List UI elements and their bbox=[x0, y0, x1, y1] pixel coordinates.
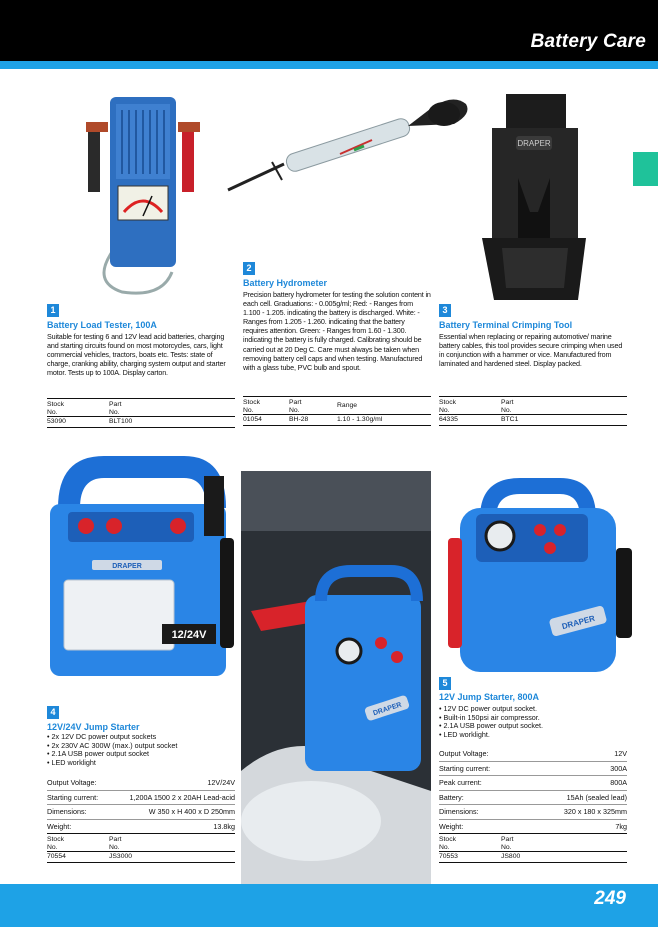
header-stripe bbox=[0, 61, 658, 69]
product-1-title: Battery Load Tester, 100A bbox=[47, 320, 157, 330]
section-tab[interactable] bbox=[633, 152, 658, 186]
spec-label: Weight: bbox=[47, 821, 72, 831]
feature-item: • 2.1A USB power output socket. bbox=[439, 722, 627, 731]
product-3-badge: 3 bbox=[439, 304, 451, 317]
spec-value: 12V bbox=[614, 749, 627, 758]
spec-label: Dimensions: bbox=[439, 807, 479, 816]
feature-item: • 2.1A USB power output socket bbox=[47, 750, 235, 759]
spec-label: Starting current: bbox=[439, 763, 491, 773]
product-5-title: 12V Jump Starter, 800A bbox=[439, 692, 540, 702]
spec-value: 13.8kg bbox=[213, 821, 235, 831]
product-1-stock-table bbox=[47, 398, 235, 428]
spec-row bbox=[47, 820, 235, 835]
spec-row bbox=[439, 820, 627, 835]
spec-label: Output Voltage: bbox=[439, 749, 489, 758]
spec-value: 15Ah (sealed lead) bbox=[566, 792, 627, 802]
stock-no-header: Stock No. bbox=[439, 397, 501, 415]
stock-no: 53090 bbox=[47, 417, 109, 428]
spec-value: W 350 x H 400 x D 250mm bbox=[148, 807, 235, 816]
spec-label: Dimensions: bbox=[47, 807, 87, 816]
part-no-header: Part No. bbox=[289, 397, 337, 415]
page-title: Battery Care bbox=[530, 31, 646, 52]
stock-no-header: Stock No. bbox=[439, 834, 501, 852]
product-5-stock-table bbox=[439, 833, 627, 863]
spec-row bbox=[439, 805, 627, 820]
spec-label: Starting current: bbox=[47, 792, 99, 802]
product-2-stock-table bbox=[243, 396, 431, 426]
product-2-badge: 2 bbox=[243, 262, 255, 275]
range-value: 1.10 - 1.30g/ml bbox=[337, 415, 431, 426]
product-5-specs bbox=[439, 747, 627, 834]
spec-label: Weight: bbox=[439, 821, 464, 831]
part-no-header: Part No. bbox=[109, 834, 235, 852]
photo-brand: DRAPER bbox=[372, 701, 403, 718]
spec-row bbox=[439, 791, 627, 806]
stock-no: 70553 bbox=[439, 852, 501, 863]
spec-value: 12V/24V bbox=[207, 778, 235, 787]
jump-starter-label: 12/24V bbox=[171, 629, 207, 641]
part-no: JS800 bbox=[501, 852, 627, 863]
part-no: BLT100 bbox=[109, 417, 235, 428]
feature-item: • 12V DC power output socket. bbox=[439, 705, 627, 714]
stock-no-header: Stock No. bbox=[47, 834, 109, 852]
product-4-features bbox=[47, 733, 235, 768]
feature-item: • LED worklight. bbox=[439, 731, 627, 740]
jump-starter-800a-brand: DRAPER bbox=[560, 613, 596, 632]
feature-item: • 2x 230V AC 300W (max.) output socket bbox=[47, 742, 235, 751]
battery-load-tester-image bbox=[82, 82, 202, 298]
stock-no-header: Stock No. bbox=[243, 397, 289, 415]
spec-row bbox=[47, 791, 235, 806]
stock-no: 70554 bbox=[47, 852, 109, 863]
spec-row bbox=[439, 747, 627, 762]
range-header: Range bbox=[337, 397, 431, 415]
product-2-description: Precision battery hydrometer for testing the solution content in each cell. Graduations: - 0.005g/ml; Red: - Ranges from 1.100 - 1.205. indicating the battery is discharged. White: - Ranges from 1.205 - 1.260. indicating that the battery requires attention. Green: - Ranges from 1.60 - 1.300. indicating the battery is fully charged. Calibrating should be carried out at 20 Deg C. Care must always be taken when removing battery cell caps and when testing. Manufactured with a glass tube, PVC bulb and spout. bbox=[243, 290, 431, 372]
stock-no: 64335 bbox=[439, 415, 501, 426]
spec-row bbox=[439, 776, 627, 791]
crimping-tool-image bbox=[480, 88, 588, 300]
product-1-description: Suitable for testing 6 and 12V lead acid batteries, charging and starting circuits found on most motorcycles, cars, light commercial vehicles, tractors, boats etc. Tests: state of charge, cranking ability, charging system output and starter motor. Tests up to 100A. Display carton. bbox=[47, 332, 226, 378]
jump-starter-800a-image bbox=[440, 468, 636, 680]
product-1-badge: 1 bbox=[47, 304, 59, 317]
jump-starter-24v-image bbox=[44, 448, 240, 680]
spec-label: Output Voltage: bbox=[47, 778, 97, 787]
part-no-header: Part No. bbox=[501, 397, 627, 415]
product-3-stock-table bbox=[439, 396, 627, 426]
spec-value: 300A bbox=[610, 763, 627, 773]
spec-value: 1,200A 1500 2 x 20AH Lead-acid bbox=[129, 792, 235, 802]
product-4-badge: 4 bbox=[47, 706, 59, 719]
engine-bay-photo bbox=[241, 471, 431, 885]
spec-value: 7kg bbox=[615, 821, 627, 831]
product-3-title: Battery Terminal Crimping Tool bbox=[439, 320, 573, 330]
product-3-description: Essential when replacing or repairing automotive/ marine battery cables, this tool provides secure crimping when used in conjunction with a hammer or vice. Manufactured from laminated and hardened steel. Display packed. bbox=[439, 332, 623, 369]
page-number: 249 bbox=[594, 888, 626, 909]
hydrometer-image bbox=[222, 92, 474, 202]
spec-row bbox=[439, 762, 627, 777]
spec-row bbox=[47, 776, 235, 791]
product-4-stock-table bbox=[47, 833, 235, 863]
stock-no: 01054 bbox=[243, 415, 289, 426]
product-2-title: Battery Hydrometer bbox=[243, 278, 328, 288]
spec-value: 800A bbox=[610, 778, 627, 787]
spec-label: Battery: bbox=[439, 792, 464, 802]
spec-row bbox=[47, 805, 235, 820]
product-5-badge: 5 bbox=[439, 677, 451, 690]
product-4-title: 12V/24V Jump Starter bbox=[47, 722, 140, 732]
spec-label: Peak current: bbox=[439, 778, 482, 787]
jump-starter-brand: DRAPER bbox=[112, 563, 142, 570]
svg-text:DRAPER: DRAPER bbox=[517, 139, 551, 148]
product-5-features bbox=[439, 705, 627, 740]
footer-bar bbox=[0, 884, 658, 927]
feature-item: • 2x 12V DC power output sockets bbox=[47, 733, 235, 742]
product-4-specs bbox=[47, 776, 235, 834]
part-no-header: Part No. bbox=[109, 399, 235, 417]
part-no: BH-28 bbox=[289, 415, 337, 426]
part-no-header: Part No. bbox=[501, 834, 627, 852]
feature-item: • LED worklight bbox=[47, 759, 235, 768]
part-no: JS3000 bbox=[109, 852, 235, 863]
part-no: BTC1 bbox=[501, 415, 627, 426]
spec-value: 320 x 180 x 325mm bbox=[563, 807, 627, 816]
feature-item: • Built-in 150psi air compressor. bbox=[439, 714, 627, 723]
stock-no-header: Stock No. bbox=[47, 399, 109, 417]
